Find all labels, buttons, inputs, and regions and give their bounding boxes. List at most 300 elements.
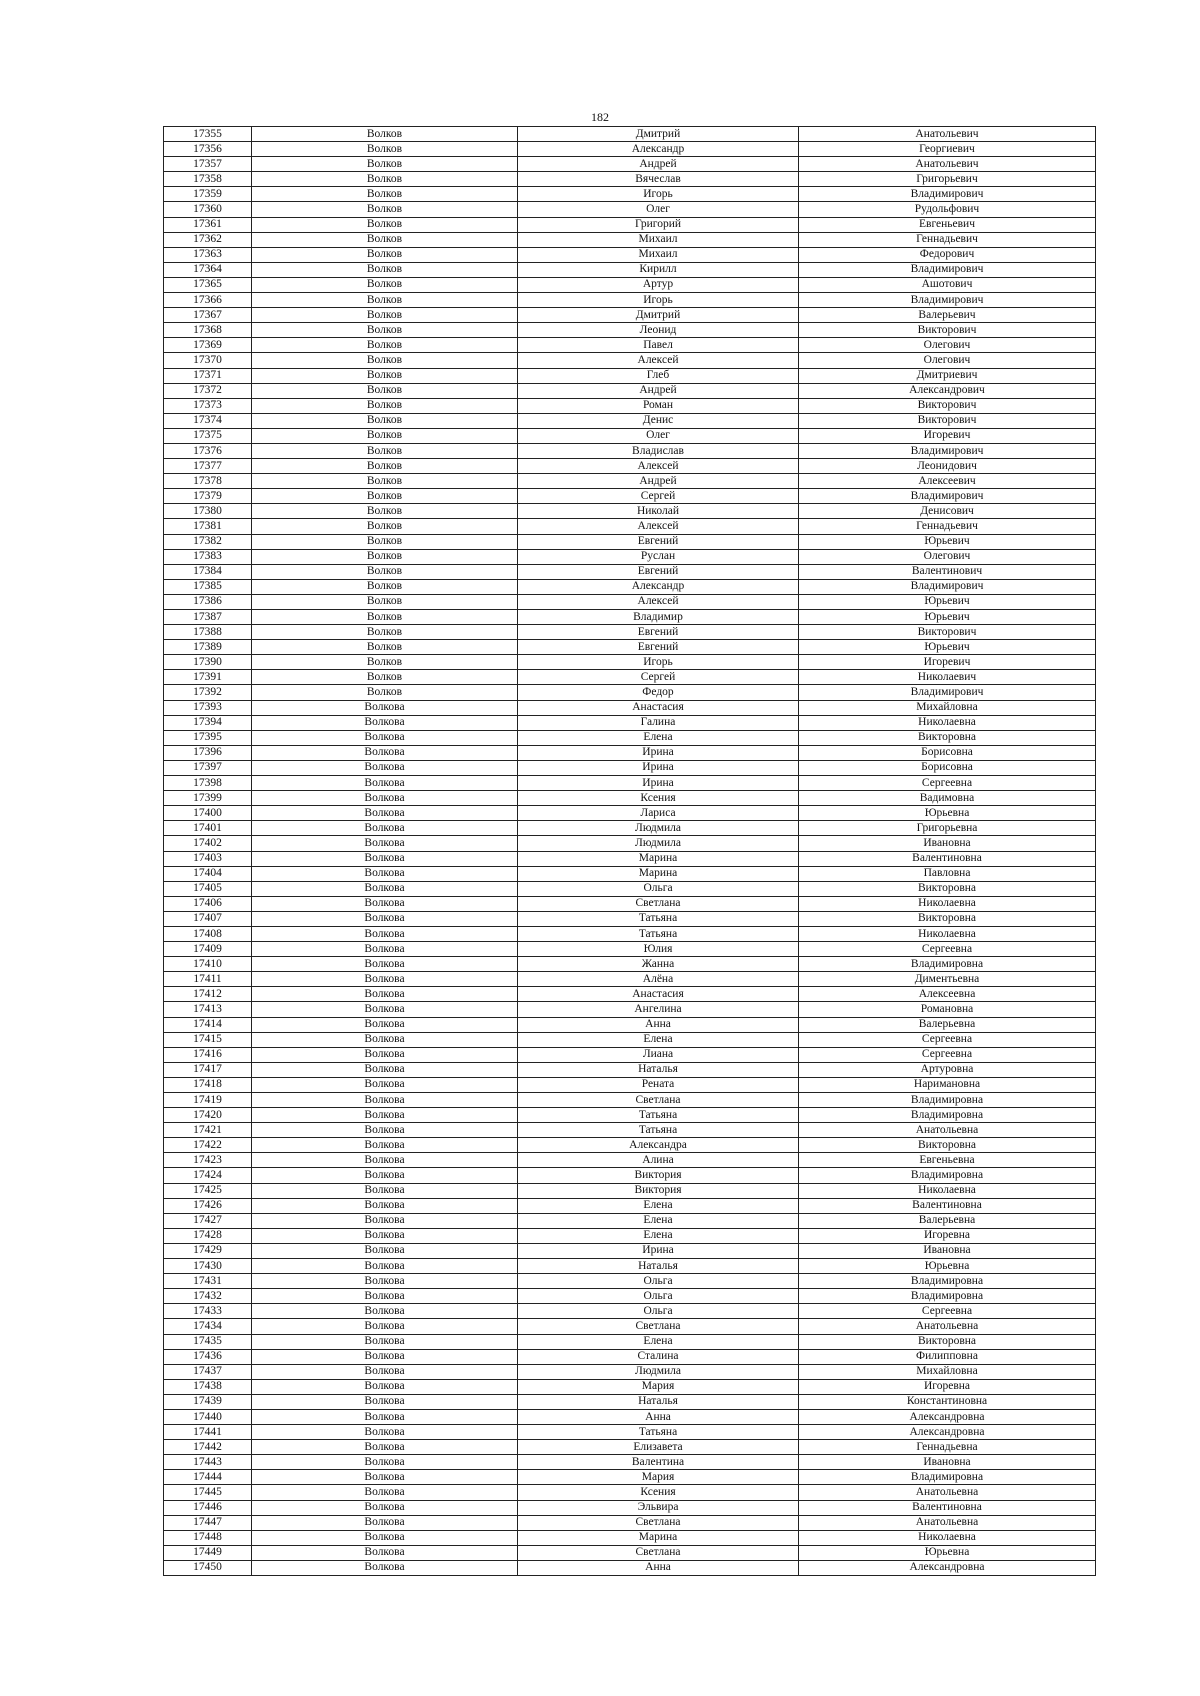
- last-name-cell: Волкова: [252, 1093, 518, 1108]
- table-row: [164, 579, 1096, 594]
- row-number-cell: 17377: [164, 459, 252, 474]
- row-number-cell: 17400: [164, 806, 252, 821]
- table-row: [164, 217, 1096, 232]
- first-name-cell: Жанна: [518, 957, 799, 972]
- table-row: [164, 1319, 1096, 1334]
- first-name-cell: Александр: [518, 142, 799, 157]
- first-name-cell: Мария: [518, 1470, 799, 1485]
- row-number-cell: 17357: [164, 157, 252, 172]
- row-number-cell: 17383: [164, 549, 252, 564]
- first-name-cell: Леонид: [518, 323, 799, 338]
- row-number-cell: 17426: [164, 1198, 252, 1213]
- patronymic-cell: Ашотович: [799, 277, 1096, 292]
- row-number-cell: 17391: [164, 670, 252, 685]
- table-row: [164, 911, 1096, 926]
- patronymic-cell: Викторовна: [799, 1334, 1096, 1349]
- page-number: 182: [591, 110, 609, 124]
- patronymic-cell: Олегович: [799, 549, 1096, 564]
- first-name-cell: Татьяна: [518, 1108, 799, 1123]
- patronymic-cell: Валерьевна: [799, 1213, 1096, 1228]
- last-name-cell: Волкова: [252, 776, 518, 791]
- first-name-cell: Владимир: [518, 610, 799, 625]
- row-number-cell: 17396: [164, 745, 252, 760]
- last-name-cell: Волкова: [252, 1243, 518, 1258]
- table-row: [164, 172, 1096, 187]
- first-name-cell: Елена: [518, 1228, 799, 1243]
- patronymic-cell: Леонидович: [799, 459, 1096, 474]
- row-number-cell: 17393: [164, 700, 252, 715]
- patronymic-cell: Григорьевна: [799, 821, 1096, 836]
- table-row: [164, 942, 1096, 957]
- row-number-cell: 17419: [164, 1093, 252, 1108]
- last-name-cell: Волкова: [252, 957, 518, 972]
- patronymic-cell: Алексеевич: [799, 474, 1096, 489]
- first-name-cell: Ксения: [518, 1485, 799, 1500]
- row-number-cell: 17434: [164, 1319, 252, 1334]
- table-row: [164, 821, 1096, 836]
- first-name-cell: Игорь: [518, 655, 799, 670]
- last-name-cell: Волкова: [252, 1213, 518, 1228]
- row-number-cell: 17411: [164, 972, 252, 987]
- table-row: [164, 1500, 1096, 1515]
- row-number-cell: 17449: [164, 1545, 252, 1560]
- patronymic-cell: Валентинович: [799, 564, 1096, 579]
- last-name-cell: Волков: [252, 534, 518, 549]
- last-name-cell: Волкова: [252, 1334, 518, 1349]
- first-name-cell: Глеб: [518, 368, 799, 383]
- last-name-cell: Волкова: [252, 1153, 518, 1168]
- last-name-cell: Волкова: [252, 972, 518, 987]
- row-number-cell: 17363: [164, 247, 252, 262]
- table-row: [164, 730, 1096, 745]
- table-row: [164, 1274, 1096, 1289]
- last-name-cell: Волкова: [252, 1440, 518, 1455]
- last-name-cell: Волкова: [252, 760, 518, 775]
- row-number-cell: 17424: [164, 1168, 252, 1183]
- patronymic-cell: Юрьевна: [799, 806, 1096, 821]
- row-number-cell: 17358: [164, 172, 252, 187]
- table-row: [164, 791, 1096, 806]
- last-name-cell: Волков: [252, 383, 518, 398]
- first-name-cell: Николай: [518, 504, 799, 519]
- row-number-cell: 17381: [164, 519, 252, 534]
- row-number-cell: 17447: [164, 1515, 252, 1530]
- first-name-cell: Денис: [518, 413, 799, 428]
- last-name-cell: Волкова: [252, 821, 518, 836]
- patronymic-cell: Владимирович: [799, 489, 1096, 504]
- first-name-cell: Анна: [518, 1560, 799, 1575]
- last-name-cell: Волков: [252, 504, 518, 519]
- last-name-cell: Волков: [252, 368, 518, 383]
- table-row: [164, 1425, 1096, 1440]
- last-name-cell: Волкова: [252, 1364, 518, 1379]
- row-number-cell: 17389: [164, 640, 252, 655]
- row-number-cell: 17438: [164, 1379, 252, 1394]
- last-name-cell: Волкова: [252, 836, 518, 851]
- patronymic-cell: Анатольевна: [799, 1123, 1096, 1138]
- table-row: [164, 926, 1096, 941]
- table-row: [164, 1077, 1096, 1092]
- last-name-cell: Волкова: [252, 1032, 518, 1047]
- table-row: [164, 1379, 1096, 1394]
- patronymic-cell: Филипповна: [799, 1349, 1096, 1364]
- table-row: [164, 776, 1096, 791]
- row-number-cell: 17433: [164, 1304, 252, 1319]
- table-row: [164, 1108, 1096, 1123]
- last-name-cell: Волкова: [252, 806, 518, 821]
- table-row: [164, 700, 1096, 715]
- last-name-cell: Волкова: [252, 926, 518, 941]
- row-number-cell: 17417: [164, 1062, 252, 1077]
- first-name-cell: Елена: [518, 1213, 799, 1228]
- patronymic-cell: Анатольевич: [799, 127, 1096, 142]
- last-name-cell: Волкова: [252, 1002, 518, 1017]
- first-name-cell: Алина: [518, 1153, 799, 1168]
- patronymic-cell: Юрьевич: [799, 640, 1096, 655]
- patronymic-cell: Владимирович: [799, 443, 1096, 458]
- first-name-cell: Ольга: [518, 1274, 799, 1289]
- patronymic-cell: Игоревич: [799, 428, 1096, 443]
- first-name-cell: Людмила: [518, 1364, 799, 1379]
- last-name-cell: Волкова: [252, 1077, 518, 1092]
- table-row: [164, 142, 1096, 157]
- last-name-cell: Волкова: [252, 1560, 518, 1575]
- table-row: [164, 760, 1096, 775]
- patronymic-cell: Владимировна: [799, 957, 1096, 972]
- last-name-cell: Волкова: [252, 1183, 518, 1198]
- table-row: [164, 1364, 1096, 1379]
- patronymic-cell: Николаевна: [799, 1183, 1096, 1198]
- table-row: [164, 459, 1096, 474]
- last-name-cell: Волков: [252, 428, 518, 443]
- patronymic-cell: Ивановна: [799, 1455, 1096, 1470]
- first-name-cell: Галина: [518, 715, 799, 730]
- patronymic-cell: Анатольевна: [799, 1515, 1096, 1530]
- table-row: [164, 413, 1096, 428]
- patronymic-cell: Анатольевич: [799, 157, 1096, 172]
- first-name-cell: Юлия: [518, 942, 799, 957]
- row-number-cell: 17412: [164, 987, 252, 1002]
- first-name-cell: Татьяна: [518, 1123, 799, 1138]
- last-name-cell: Волкова: [252, 881, 518, 896]
- table-row: [164, 1017, 1096, 1032]
- table-row: [164, 1123, 1096, 1138]
- last-name-cell: Волкова: [252, 1047, 518, 1062]
- first-name-cell: Марина: [518, 851, 799, 866]
- row-number-cell: 17414: [164, 1017, 252, 1032]
- last-name-cell: Волков: [252, 232, 518, 247]
- table-row: [164, 1198, 1096, 1213]
- table-row: [164, 1259, 1096, 1274]
- first-name-cell: Игорь: [518, 293, 799, 308]
- first-name-cell: Андрей: [518, 474, 799, 489]
- first-name-cell: Ольга: [518, 1289, 799, 1304]
- row-number-cell: 17380: [164, 504, 252, 519]
- row-number-cell: 17392: [164, 685, 252, 700]
- last-name-cell: Волков: [252, 323, 518, 338]
- patronymic-cell: Георгиевич: [799, 142, 1096, 157]
- patronymic-cell: Константиновна: [799, 1394, 1096, 1409]
- first-name-cell: Вячеслав: [518, 172, 799, 187]
- last-name-cell: Волкова: [252, 791, 518, 806]
- patronymic-cell: Владимирович: [799, 579, 1096, 594]
- last-name-cell: Волкова: [252, 1379, 518, 1394]
- table-row: [164, 1530, 1096, 1545]
- row-number-cell: 17385: [164, 579, 252, 594]
- last-name-cell: Волков: [252, 610, 518, 625]
- patronymic-cell: Игоревич: [799, 655, 1096, 670]
- table-row: [164, 610, 1096, 625]
- row-number-cell: 17418: [164, 1077, 252, 1092]
- last-name-cell: Волкова: [252, 1425, 518, 1440]
- row-number-cell: 17405: [164, 881, 252, 896]
- table-row: [164, 443, 1096, 458]
- first-name-cell: Александра: [518, 1138, 799, 1153]
- first-name-cell: Мария: [518, 1379, 799, 1394]
- patronymic-cell: Юрьевич: [799, 594, 1096, 609]
- table-row: [164, 474, 1096, 489]
- patronymic-cell: Анатольевна: [799, 1485, 1096, 1500]
- last-name-cell: Волков: [252, 685, 518, 700]
- row-number-cell: 17406: [164, 896, 252, 911]
- last-name-cell: Волкова: [252, 1017, 518, 1032]
- table-row: [164, 987, 1096, 1002]
- patronymic-cell: Артуровна: [799, 1062, 1096, 1077]
- last-name-cell: Волков: [252, 549, 518, 564]
- row-number-cell: 17416: [164, 1047, 252, 1062]
- first-name-cell: Ольга: [518, 1304, 799, 1319]
- first-name-cell: Олег: [518, 428, 799, 443]
- last-name-cell: Волков: [252, 353, 518, 368]
- table-row: [164, 957, 1096, 972]
- row-number-cell: 17450: [164, 1560, 252, 1575]
- row-number-cell: 17367: [164, 308, 252, 323]
- table-row: [164, 1153, 1096, 1168]
- first-name-cell: Федор: [518, 685, 799, 700]
- last-name-cell: Волкова: [252, 715, 518, 730]
- table-row: [164, 715, 1096, 730]
- table-row: [164, 1334, 1096, 1349]
- first-name-cell: Евгений: [518, 564, 799, 579]
- table-row: [164, 1409, 1096, 1424]
- patronymic-cell: Александровна: [799, 1425, 1096, 1440]
- first-name-cell: Алексей: [518, 594, 799, 609]
- row-number-cell: 17441: [164, 1425, 252, 1440]
- patronymic-cell: Павловна: [799, 866, 1096, 881]
- first-name-cell: Анна: [518, 1409, 799, 1424]
- first-name-cell: Дмитрий: [518, 308, 799, 323]
- row-number-cell: 17364: [164, 262, 252, 277]
- patronymic-cell: Владимирович: [799, 187, 1096, 202]
- first-name-cell: Светлана: [518, 896, 799, 911]
- patronymic-cell: Николаевна: [799, 926, 1096, 941]
- row-number-cell: 17425: [164, 1183, 252, 1198]
- last-name-cell: Волкова: [252, 942, 518, 957]
- last-name-cell: Волкова: [252, 1485, 518, 1500]
- first-name-cell: Ирина: [518, 776, 799, 791]
- patronymic-cell: Михайловна: [799, 700, 1096, 715]
- table-row: [164, 1093, 1096, 1108]
- table-row: [164, 353, 1096, 368]
- patronymic-cell: Владимировна: [799, 1168, 1096, 1183]
- row-number-cell: 17429: [164, 1243, 252, 1258]
- row-number-cell: 17420: [164, 1108, 252, 1123]
- row-number-cell: 17410: [164, 957, 252, 972]
- patronymic-cell: Владимировна: [799, 1470, 1096, 1485]
- last-name-cell: Волкова: [252, 1168, 518, 1183]
- row-number-cell: 17365: [164, 277, 252, 292]
- table-row: [164, 504, 1096, 519]
- first-name-cell: Елена: [518, 730, 799, 745]
- last-name-cell: Волков: [252, 459, 518, 474]
- first-name-cell: Виктория: [518, 1168, 799, 1183]
- last-name-cell: Волков: [252, 625, 518, 640]
- table-row: [164, 202, 1096, 217]
- last-name-cell: Волков: [252, 579, 518, 594]
- last-name-cell: Волков: [252, 670, 518, 685]
- first-name-cell: Людмила: [518, 836, 799, 851]
- last-name-cell: Волкова: [252, 1530, 518, 1545]
- patronymic-cell: Викторовна: [799, 730, 1096, 745]
- row-number-cell: 17356: [164, 142, 252, 157]
- last-name-cell: Волков: [252, 594, 518, 609]
- first-name-cell: Алёна: [518, 972, 799, 987]
- row-number-cell: 17445: [164, 1485, 252, 1500]
- first-name-cell: Анастасия: [518, 700, 799, 715]
- first-name-cell: Михаил: [518, 247, 799, 262]
- first-name-cell: Елена: [518, 1334, 799, 1349]
- row-number-cell: 17404: [164, 866, 252, 881]
- patronymic-cell: Владимировна: [799, 1108, 1096, 1123]
- last-name-cell: Волков: [252, 655, 518, 670]
- last-name-cell: Волков: [252, 443, 518, 458]
- last-name-cell: Волков: [252, 187, 518, 202]
- first-name-cell: Лариса: [518, 806, 799, 821]
- last-name-cell: Волков: [252, 217, 518, 232]
- patronymic-cell: Григорьевич: [799, 172, 1096, 187]
- first-name-cell: Анна: [518, 1017, 799, 1032]
- row-number-cell: 17397: [164, 760, 252, 775]
- row-number-cell: 17378: [164, 474, 252, 489]
- row-number-cell: 17361: [164, 217, 252, 232]
- table-row: [164, 594, 1096, 609]
- last-name-cell: Волкова: [252, 745, 518, 760]
- row-number-cell: 17387: [164, 610, 252, 625]
- row-number-cell: 17401: [164, 821, 252, 836]
- first-name-cell: Татьяна: [518, 1425, 799, 1440]
- row-number-cell: 17427: [164, 1213, 252, 1228]
- last-name-cell: Волкова: [252, 1138, 518, 1153]
- last-name-cell: Волков: [252, 398, 518, 413]
- first-name-cell: Алексей: [518, 353, 799, 368]
- patronymic-cell: Олегович: [799, 353, 1096, 368]
- patronymic-cell: Геннадьевич: [799, 519, 1096, 534]
- row-number-cell: 17398: [164, 776, 252, 791]
- table-row: [164, 1047, 1096, 1062]
- table-row: [164, 625, 1096, 640]
- first-name-cell: Ирина: [518, 1243, 799, 1258]
- table-row: [164, 1304, 1096, 1319]
- patronymic-cell: Геннадьевич: [799, 232, 1096, 247]
- table-row: [164, 1228, 1096, 1243]
- table-row: [164, 1062, 1096, 1077]
- first-name-cell: Алексей: [518, 459, 799, 474]
- roster-table: [163, 126, 1096, 1576]
- first-name-cell: Андрей: [518, 157, 799, 172]
- row-number-cell: 17362: [164, 232, 252, 247]
- table-row: [164, 323, 1096, 338]
- table-row: [164, 232, 1096, 247]
- table-row: [164, 1470, 1096, 1485]
- last-name-cell: Волкова: [252, 1455, 518, 1470]
- row-number-cell: 17437: [164, 1364, 252, 1379]
- last-name-cell: Волкова: [252, 1274, 518, 1289]
- last-name-cell: Волкова: [252, 911, 518, 926]
- table-row: [164, 277, 1096, 292]
- first-name-cell: Евгений: [518, 640, 799, 655]
- patronymic-cell: Юрьевич: [799, 610, 1096, 625]
- row-number-cell: 17372: [164, 383, 252, 398]
- patronymic-cell: Рудольфович: [799, 202, 1096, 217]
- first-name-cell: Павел: [518, 338, 799, 353]
- first-name-cell: Татьяна: [518, 926, 799, 941]
- row-number-cell: 17369: [164, 338, 252, 353]
- table-row: [164, 157, 1096, 172]
- patronymic-cell: Викторович: [799, 413, 1096, 428]
- row-number-cell: 17423: [164, 1153, 252, 1168]
- first-name-cell: Эльвира: [518, 1500, 799, 1515]
- table-row: [164, 127, 1096, 142]
- last-name-cell: Волков: [252, 293, 518, 308]
- patronymic-cell: Вадимовна: [799, 791, 1096, 806]
- patronymic-cell: Дмитриевич: [799, 368, 1096, 383]
- patronymic-cell: Николаевна: [799, 896, 1096, 911]
- row-number-cell: 17368: [164, 323, 252, 338]
- patronymic-cell: Владимирович: [799, 293, 1096, 308]
- first-name-cell: Елизавета: [518, 1440, 799, 1455]
- row-number-cell: 17366: [164, 293, 252, 308]
- first-name-cell: Михаил: [518, 232, 799, 247]
- table-row: [164, 1183, 1096, 1198]
- table-row: [164, 262, 1096, 277]
- table-row: [164, 972, 1096, 987]
- first-name-cell: Ольга: [518, 881, 799, 896]
- first-name-cell: Роман: [518, 398, 799, 413]
- patronymic-cell: Сергеевна: [799, 1304, 1096, 1319]
- row-number-cell: 17432: [164, 1289, 252, 1304]
- table-row: [164, 1560, 1096, 1575]
- row-number-cell: 17446: [164, 1500, 252, 1515]
- first-name-cell: Евгений: [518, 625, 799, 640]
- first-name-cell: Светлана: [518, 1545, 799, 1560]
- last-name-cell: Волков: [252, 519, 518, 534]
- row-number-cell: 17403: [164, 851, 252, 866]
- patronymic-cell: Юрьевна: [799, 1259, 1096, 1274]
- first-name-cell: Марина: [518, 866, 799, 881]
- patronymic-cell: Олегович: [799, 338, 1096, 353]
- patronymic-cell: Романовна: [799, 1002, 1096, 1017]
- first-name-cell: Наталья: [518, 1259, 799, 1274]
- first-name-cell: Ангелина: [518, 1002, 799, 1017]
- last-name-cell: Волкова: [252, 730, 518, 745]
- patronymic-cell: Валентиновна: [799, 851, 1096, 866]
- table-row: [164, 1138, 1096, 1153]
- patronymic-cell: Александрович: [799, 383, 1096, 398]
- last-name-cell: Волкова: [252, 1123, 518, 1138]
- table-row: [164, 247, 1096, 262]
- table-row: [164, 1168, 1096, 1183]
- table-row: [164, 1002, 1096, 1017]
